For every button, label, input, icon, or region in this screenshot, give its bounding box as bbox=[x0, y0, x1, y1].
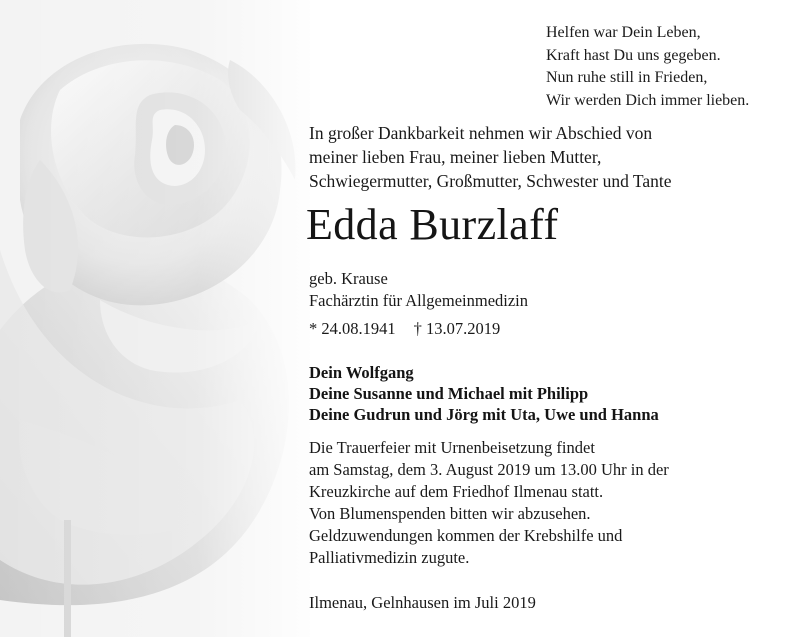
info-line: Palliativmedizin zugute. bbox=[309, 548, 470, 567]
info-line: Von Blumenspenden bitten wir abzusehen. bbox=[309, 504, 591, 523]
profession: Fachärztin für Allgemeinmedizin bbox=[309, 291, 529, 310]
death-date: † 13.07.2019 bbox=[413, 319, 501, 338]
mourner-line: Deine Gudrun und Jörg mit Uta, Uwe und Hanna bbox=[309, 405, 659, 424]
poem-line: Kraft hast Du uns gegeben. bbox=[546, 46, 721, 64]
info-line: Geldzuwendungen kommen der Krebshilfe und bbox=[309, 526, 623, 545]
info-line: Die Trauerfeier mit Urnenbeisetzung findet bbox=[309, 438, 595, 457]
poem-block bbox=[546, 22, 792, 112]
poem-line: Nun ruhe still in Frieden, bbox=[546, 69, 708, 86]
poem-line: Wir werden Dich immer lieben. bbox=[546, 91, 750, 109]
info-line: am Samstag, dem 3. August 2019 um 13.00 Uhr in der bbox=[309, 460, 669, 479]
maiden-name: geb. Krause bbox=[309, 269, 388, 288]
intro-line: Schwiegermutter, Großmutter, Schwester und Tante bbox=[309, 171, 672, 191]
mourner-line: Deine Susanne und Michael mit Philipp bbox=[309, 384, 589, 403]
intro-text bbox=[309, 121, 789, 193]
funeral-info bbox=[309, 437, 789, 569]
mourner-line: Dein Wolfgang bbox=[309, 363, 414, 382]
place-date-signature: Ilmenau, Gelnhausen im Juli 2019 bbox=[309, 593, 536, 612]
mourners-list bbox=[309, 362, 789, 425]
poem-line: Helfen war Dein Leben, bbox=[546, 24, 701, 41]
birth-date: * 24.08.1941 bbox=[309, 319, 396, 338]
life-dates bbox=[309, 318, 789, 340]
intro-line: meiner lieben Frau, meiner lieben Mutter, bbox=[309, 147, 602, 167]
intro-line: In großer Dankbarkeit nehmen wir Abschied von bbox=[309, 123, 653, 143]
info-line: Kreuzkirche auf dem Friedhof Ilmenau statt. bbox=[309, 482, 604, 501]
deceased-details bbox=[309, 268, 789, 312]
deceased-name: Edda Burzlaff bbox=[306, 200, 559, 249]
